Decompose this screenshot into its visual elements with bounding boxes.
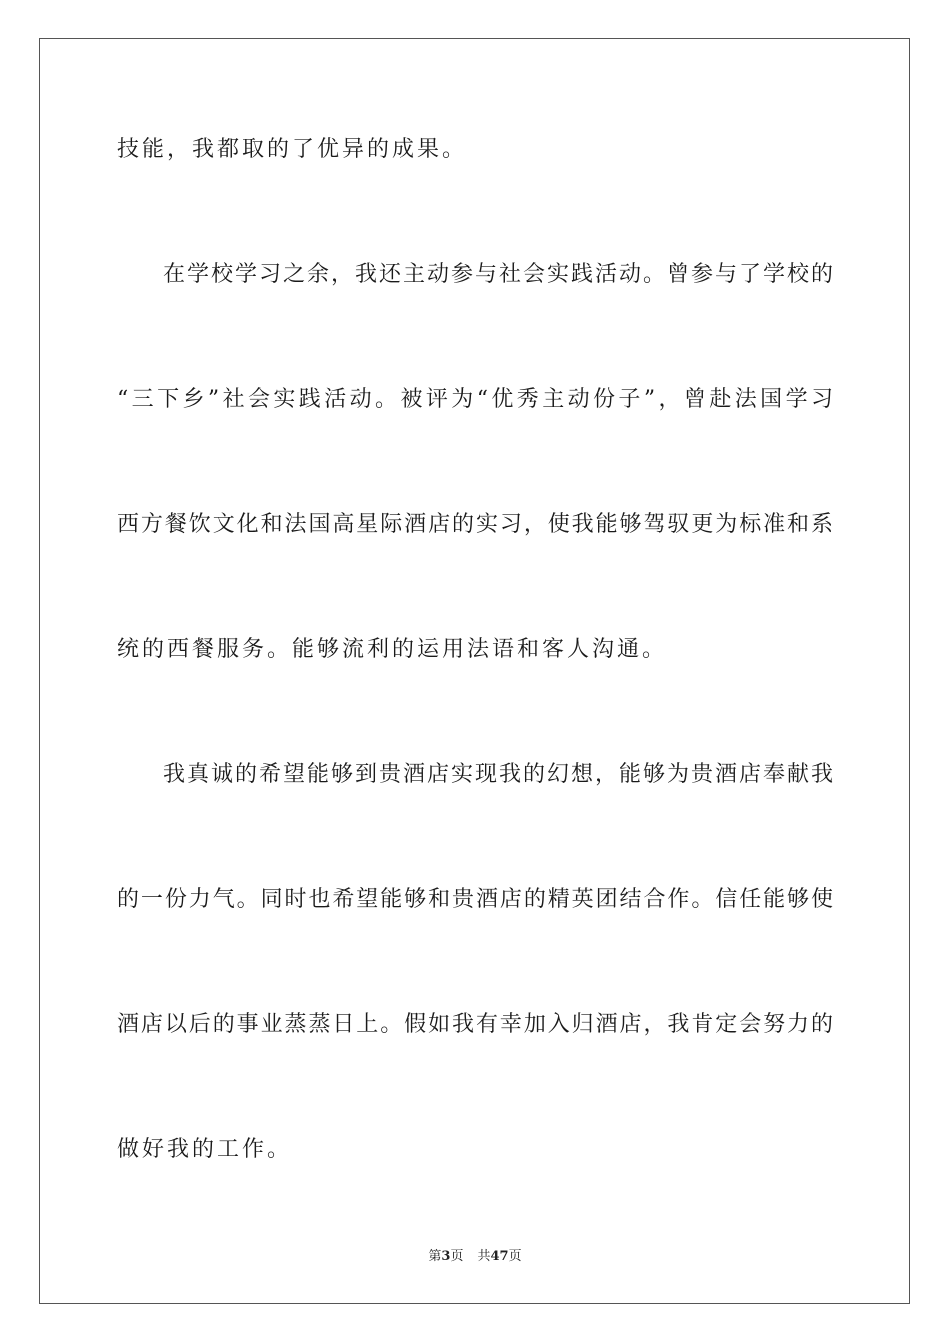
body-line-4: 西方餐饮文化和法国高星际酒店的实习，使我能够驾驭更为标准和系 [117,512,833,537]
body-line-2: 在学校学习之余，我还主动参与社会实践活动。曾参与了学校的 [163,262,833,287]
footer-page-suffix: 页 [450,1249,464,1264]
page-footer [0,1248,950,1266]
body-line-6: 我真诚的希望能够到贵酒店实现我的幻想，能够为贵酒店奉献我 [163,762,833,787]
footer-total-pages: 47 [490,1249,509,1264]
footer-page-number: 3 [441,1249,451,1264]
footer-total-suffix: 页 [508,1249,522,1264]
body-line-8: 酒店以后的事业蒸蒸日上。假如我有幸加入归酒店，我肯定会努力的 [117,1012,833,1037]
body-line-1: 技能，我都取的了优异的成果。 [117,137,468,162]
body-line-5: 统的西餐服务。能够流利的运用法语和客人沟通。 [117,637,668,662]
body-line-3: “三下乡”社会实践活动。被评为“优秀主动份子”，曾赴法国学习 [117,387,833,412]
footer-total-prefix: 共 [477,1249,491,1264]
page-border [39,38,910,1304]
body-line-7: 的一份力气。同时也希望能够和贵酒店的精英团结合作。信任能够使 [117,887,833,912]
footer-page-prefix: 第 [428,1249,442,1264]
body-line-9: 做好我的工作。 [117,1137,293,1162]
